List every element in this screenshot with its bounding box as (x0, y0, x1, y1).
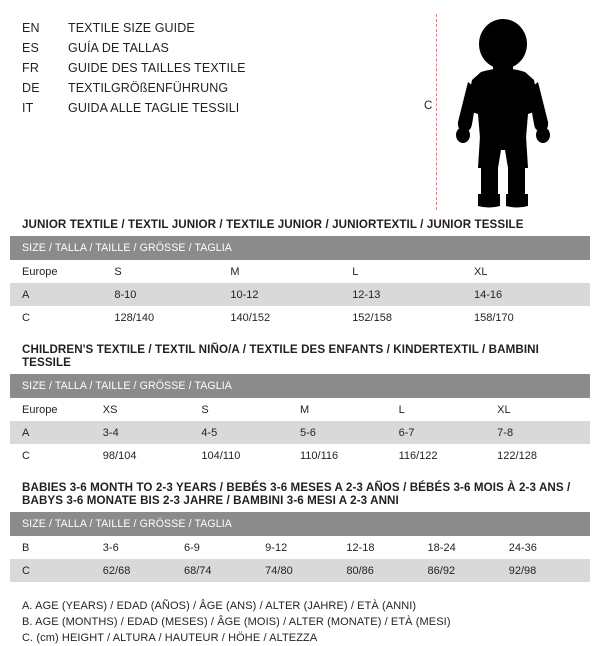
cell: 62/68 (103, 559, 184, 582)
language-code: FR (22, 61, 40, 75)
table-row (10, 444, 590, 467)
legend (22, 598, 590, 646)
table-header-label: SIZE / TALLA / TAILLE / GRÖSSE / TAGLIA (10, 236, 590, 260)
children-size-table (10, 374, 590, 467)
row-label: B (10, 536, 103, 559)
legend-item-a: A. AGE (YEARS) / EDAD (AÑOS) / ÂGE (ANS) / ALTER (JAHRE) / ETÀ (ANNI) (22, 600, 417, 612)
section-children (10, 343, 590, 467)
table-row (10, 306, 590, 329)
cell: 158/170 (474, 306, 590, 329)
table-header-label: SIZE / TALLA / TAILLE / GRÖSSE / TAGLIA (10, 374, 590, 398)
cell: 92/98 (509, 559, 590, 582)
language-code: DE (22, 81, 40, 95)
cell: 24-36 (509, 536, 590, 559)
babies-size-table (10, 512, 590, 582)
language-code: IT (22, 101, 34, 115)
section-babies (10, 481, 590, 582)
row-label: C (10, 444, 103, 467)
cell: 7-8 (497, 421, 590, 444)
table-row (10, 260, 590, 283)
cell: 86/92 (428, 559, 509, 582)
language-text: GUIDE DES TAILLES TEXTILE (68, 61, 246, 75)
junior-size-table (10, 236, 590, 329)
language-code: EN (22, 21, 40, 35)
language-text: TEXTILGRÖßENFÜHRUNG (68, 81, 229, 95)
cell: 3-4 (103, 421, 202, 444)
cell: 80/86 (346, 559, 427, 582)
cell: S (114, 260, 230, 283)
cell: 8-10 (114, 283, 230, 306)
header (10, 14, 590, 204)
cell: L (399, 398, 498, 421)
legend-item-b: B. AGE (MONTHS) / EDAD (MESES) / ÂGE (MOIS) / ALTER (MONATE) / ETÀ (MESI) (22, 616, 451, 628)
language-row (22, 58, 452, 78)
cell: 4-5 (201, 421, 300, 444)
cell: M (230, 260, 352, 283)
cell: 128/140 (114, 306, 230, 329)
table-row (10, 398, 590, 421)
cell: XL (497, 398, 590, 421)
cell: 68/74 (184, 559, 265, 582)
section-title: BABIES 3-6 MONTH TO 2-3 YEARS / BEBÉS 3-6 MESES A 2-3 AÑOS / BÉBÉS 3-6 MOIS À 2-3 ANS / BABYS 3-6 MONATE BIS 2-3 JAHRE / BAMBINI 3-6 MESI A 2-3 ANNI (22, 481, 571, 507)
table-header-label: SIZE / TALLA / TAILLE / GRÖSSE / TAGLIA (10, 512, 590, 536)
height-measure-line (436, 14, 437, 210)
table-row (10, 559, 590, 582)
language-code: ES (22, 41, 40, 55)
cell: 110/116 (300, 444, 399, 467)
cell: 10-12 (230, 283, 352, 306)
section-title: JUNIOR TEXTILE / TEXTIL JUNIOR / TEXTILE JUNIOR / JUNIORTEXTIL / JUNIOR TESSILE (22, 218, 524, 231)
language-row (22, 18, 452, 38)
cell: 140/152 (230, 306, 352, 329)
row-label: C (10, 306, 114, 329)
cell: S (201, 398, 300, 421)
table-header-row (10, 236, 590, 260)
row-label: Europe (10, 260, 114, 283)
section-title: CHILDREN'S TEXTILE / TEXTIL NIÑO/A / TEXTILE DES ENFANTS / KINDERTEXTIL / BAMBINI TESSILE (22, 343, 539, 369)
table-row (10, 536, 590, 559)
cell: 12-13 (352, 283, 474, 306)
language-list (22, 18, 452, 118)
cell: 152/158 (352, 306, 474, 329)
row-label: A (10, 421, 103, 444)
table-header-row (10, 374, 590, 398)
measure-label-c: C (424, 100, 433, 112)
row-label: C (10, 559, 103, 582)
toddler-silhouette-icon (448, 18, 558, 210)
language-text: GUÍA DE TALLAS (68, 41, 169, 55)
table-row (10, 283, 590, 306)
measurement-figure (418, 14, 568, 214)
language-row (22, 98, 452, 118)
cell: 6-9 (184, 536, 265, 559)
cell: 116/122 (399, 444, 498, 467)
cell: 18-24 (428, 536, 509, 559)
cell: 74/80 (265, 559, 346, 582)
cell: 14-16 (474, 283, 590, 306)
cell: 5-6 (300, 421, 399, 444)
table-row (10, 421, 590, 444)
cell: 98/104 (103, 444, 202, 467)
section-junior (10, 218, 590, 329)
cell: 9-12 (265, 536, 346, 559)
cell: XS (103, 398, 202, 421)
table-header-row (10, 512, 590, 536)
row-label: Europe (10, 398, 103, 421)
cell: 6-7 (399, 421, 498, 444)
cell: XL (474, 260, 590, 283)
language-text: TEXTILE SIZE GUIDE (68, 21, 195, 35)
cell: 3-6 (103, 536, 184, 559)
row-label: A (10, 283, 114, 306)
cell: M (300, 398, 399, 421)
cell: 122/128 (497, 444, 590, 467)
cell: 104/110 (201, 444, 300, 467)
language-text: GUIDA ALLE TAGLIE TESSILI (68, 101, 240, 115)
language-row (22, 38, 452, 58)
cell: L (352, 260, 474, 283)
legend-item-c: C. (cm) HEIGHT / ALTURA / HAUTEUR / HÖHE / ALTEZZA (22, 632, 318, 644)
cell: 12-18 (346, 536, 427, 559)
language-row (22, 78, 452, 98)
